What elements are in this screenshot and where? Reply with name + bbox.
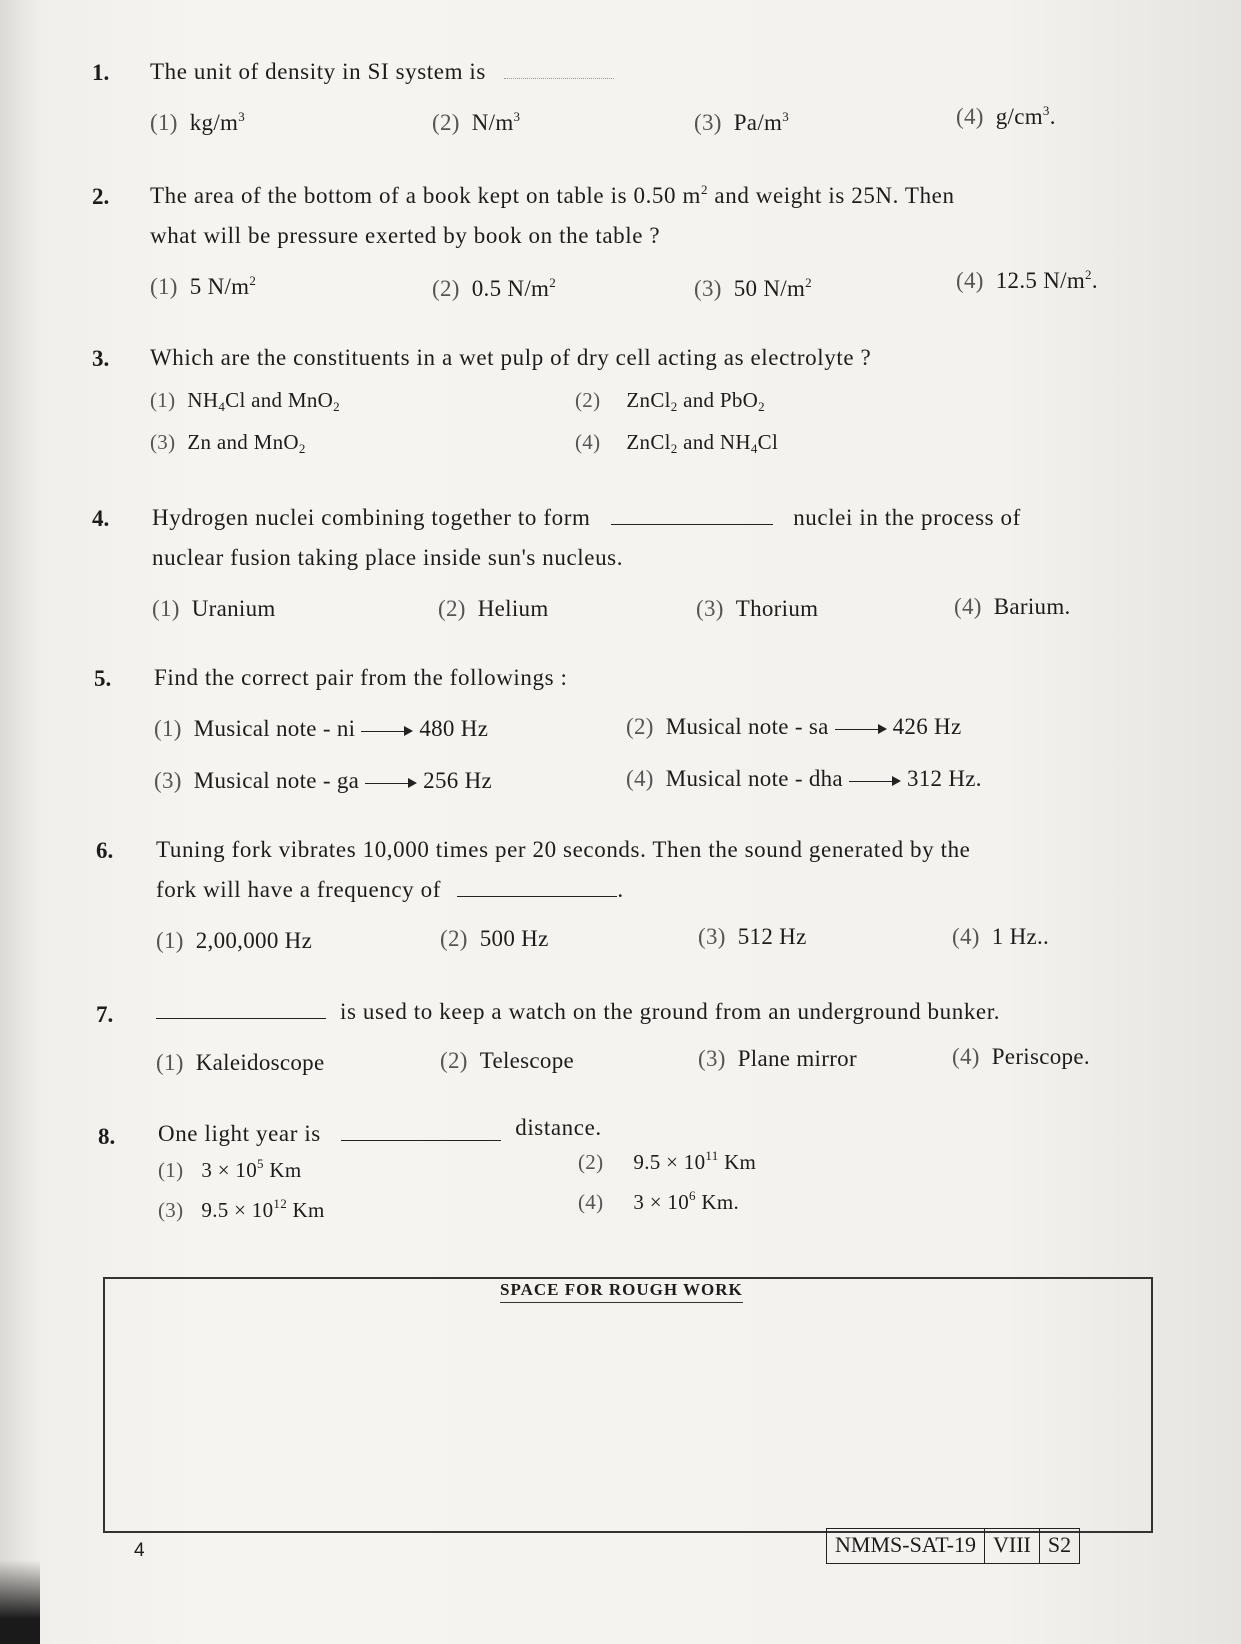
option-3[interactable]: (3) 512 Hz <box>698 924 807 949</box>
option-4[interactable]: (4) 1 Hz.. <box>952 924 1050 949</box>
section-code: S2 <box>1047 1532 1072 1557</box>
answer-blank <box>457 876 617 897</box>
page-number: 4 <box>134 1540 145 1561</box>
option-2[interactable]: (2) $N/m^3$ <box>432 109 521 135</box>
option-2[interactable]: (2) ZnCl$_2$ and PbO$_2$ <box>575 388 765 414</box>
answer-blank <box>341 1120 501 1141</box>
option-2[interactable]: (2) Musical note - sa 426 Hz <box>626 714 962 739</box>
option-4[interactable]: (4) Barium. <box>954 594 1071 619</box>
option-1[interactable]: (1) 5 $N/m^2$ <box>150 273 257 299</box>
question-text-line-2: nuclear fusion taking place inside sun's nucleus. <box>152 545 624 570</box>
option-3[interactable]: (3) $Pa/m^3$ <box>694 109 790 135</box>
arrow-icon <box>361 726 413 736</box>
option-4[interactable]: (4) $3 \times 10^6$ Km. <box>578 1188 740 1214</box>
question-number: 3. <box>92 346 110 371</box>
option-1[interactable]: (1) Kaleidoscope <box>156 1050 325 1075</box>
question-number: 5. <box>94 666 112 691</box>
option-3[interactable]: (3) Thorium <box>696 596 819 621</box>
option-3[interactable]: (3) Musical note - ga 256 Hz <box>154 768 493 793</box>
option-3[interactable]: (3) Plane mirror <box>698 1046 857 1071</box>
option-2[interactable]: (2) Telescope <box>440 1048 575 1073</box>
option-1[interactable]: (1) 2,00,000 Hz <box>156 928 313 953</box>
option-1[interactable]: (1) Musical note - ni 480 Hz <box>154 716 489 741</box>
option-2[interactable]: (2) 0.5 $N/m^2$ <box>432 275 557 301</box>
question-number: 1. <box>92 60 110 85</box>
option-2[interactable]: (2) 500 Hz <box>440 926 549 951</box>
question-text: The area of the bottom of a book kept on table is 0.50 m <box>150 183 701 208</box>
question-text: Find the correct pair from the followings : <box>154 665 568 690</box>
arrow-icon <box>835 724 887 734</box>
question-number: 2. <box>92 184 110 209</box>
question-number: 4. <box>92 506 110 531</box>
rough-work-title: SPACE FOR ROUGH WORK <box>500 1280 743 1303</box>
option-2[interactable]: (2) $9.5 \times 10^{11}$ Km <box>578 1148 757 1174</box>
option-3[interactable]: (3) $9.5 \times 10^{12}$ Km <box>158 1196 325 1222</box>
paper-code <box>826 1528 1080 1564</box>
rough-work-area[interactable] <box>103 1277 1153 1533</box>
question-text-line-2: what will be pressure exerted by book on the table ? <box>150 223 661 248</box>
option-2[interactable]: (2) Helium <box>438 596 549 621</box>
arrow-icon <box>849 776 901 786</box>
option-1[interactable]: (1) $kg/m^3$ <box>150 109 246 135</box>
question-text: Which are the constituents in a wet pulp of dry cell acting as electrolyte ? <box>150 345 872 370</box>
option-4[interactable]: (4) Periscope. <box>952 1044 1090 1069</box>
option-1[interactable]: (1) $NH_4Cl$ and MnO$_2$ <box>150 388 340 414</box>
question-number: 7. <box>96 1002 114 1027</box>
answer-blank <box>156 998 326 1019</box>
option-1[interactable]: (1) $3 \times 10^5$ Km <box>158 1156 302 1182</box>
arrow-icon <box>365 778 417 788</box>
option-4[interactable]: (4) Musical note - dha 312 Hz. <box>626 766 982 791</box>
question-text: is used to keep a watch on the ground from an underground bunker. <box>340 999 1001 1024</box>
question-number: 6. <box>96 838 114 863</box>
scan-shadow <box>0 1560 40 1644</box>
question-text: Hydrogen nuclei combining together to form <box>152 505 591 530</box>
question-text: The unit of density in SI system is <box>150 59 486 84</box>
option-4[interactable]: (4) $g/cm^3$. <box>956 103 1056 129</box>
answer-blank <box>611 504 773 525</box>
question-text-line-2: fork will have a frequency of <box>156 877 441 902</box>
answer-blank <box>504 58 614 79</box>
question-text: Tuning fork vibrates 10,000 times per 20 seconds. Then the sound generated by the <box>156 837 971 862</box>
option-1[interactable]: (1) Uranium <box>152 596 276 621</box>
option-3[interactable]: (3) Zn and MnO$_2$ <box>150 430 306 456</box>
question-text: One light year is <box>158 1121 321 1146</box>
exam-code: NMMS-SAT-19 <box>827 1529 985 1563</box>
question-number: 8. <box>98 1124 116 1149</box>
option-4[interactable]: (4) ZnCl$_2$ and $NH_4Cl$ <box>575 430 779 456</box>
option-4[interactable]: (4) 12.5 $N/m^2$. <box>956 267 1098 293</box>
class-code: VIII <box>985 1529 1040 1563</box>
option-3[interactable]: (3) 50 $N/m^2$ <box>694 275 812 301</box>
